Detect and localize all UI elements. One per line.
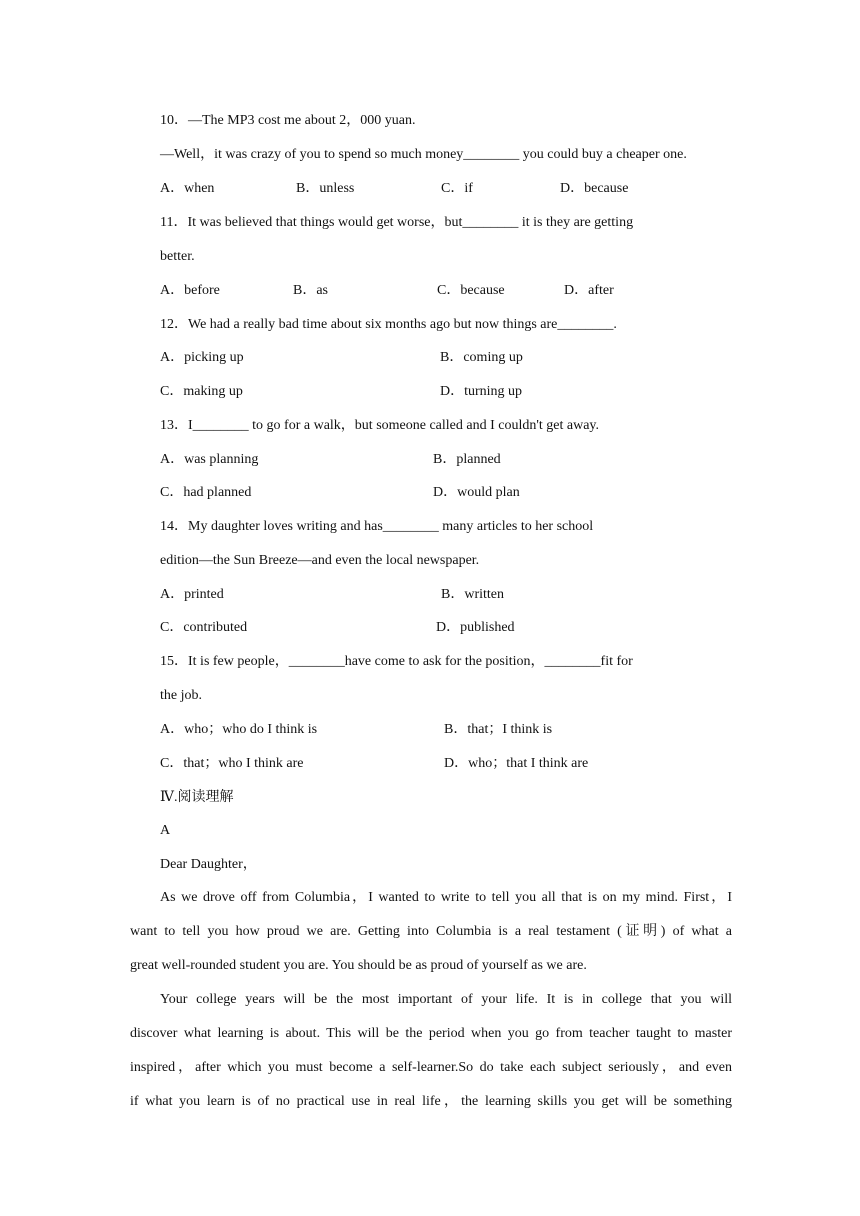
question-14-option-d: D．published <box>436 620 515 635</box>
question-12-stem-line-1: 12．We had a really bad time about six months ago but now things are________. <box>160 317 617 332</box>
question-10-option-d: D．because <box>560 181 629 196</box>
question-14-option-c: C．contributed <box>160 620 248 635</box>
question-10-option-b: B．unless <box>296 181 355 196</box>
question-14-stem-line-1: 14．My daughter loves writing and has________ many articles to her school <box>160 519 594 534</box>
question-13-stem-line-1: 13．I________ to go for a walk，but someone called and I couldn't get away. <box>160 418 600 433</box>
question-11-option-c: C．because <box>437 283 505 298</box>
paragraph-1-line-3: great well-rounded student you are. You should be as proud of yourself as we are. <box>130 958 587 973</box>
question-11-option-a: A．before <box>160 283 220 298</box>
paragraph-2-line-1: Your college years will be the most important of your life. It is in college that you will <box>160 992 732 1007</box>
question-11-stem-line-2: better. <box>160 249 195 264</box>
question-12-option-d: D．turning up <box>440 384 523 399</box>
question-15-option-b: B．that；I think is <box>444 722 553 737</box>
paragraph-2-line-2: discover what learning is about. This will be the period when you go from teacher taught to master <box>130 1026 732 1041</box>
question-12-option-c: C．making up <box>160 384 243 399</box>
question-13-option-b: B．planned <box>433 452 501 467</box>
question-12-option-a: A．picking up <box>160 350 244 365</box>
question-13-option-d: D．would plan <box>433 485 520 500</box>
question-12-option-b: B．coming up <box>440 350 523 365</box>
question-15-stem-line-1: 15．It is few people，________have come to ask for the position，________fit for <box>160 654 633 669</box>
question-10-option-c: C．if <box>441 181 473 196</box>
question-15-stem-line-2: the job. <box>160 688 202 703</box>
question-10-stem-line-2: —Well，it was crazy of you to spend so much money________ you could buy a cheaper one. <box>160 147 687 162</box>
paragraph-1-line-2: want to tell you how proud we are. Getting into Columbia is a real testament (证明) of what a <box>130 924 732 939</box>
question-13-option-a: A．was planning <box>160 452 259 467</box>
letter-salutation: Dear Daughter， <box>160 857 257 872</box>
question-11-option-d: D．after <box>564 283 614 298</box>
question-10-option-a: A．when <box>160 181 215 196</box>
question-11-option-b: B．as <box>293 283 328 298</box>
question-10-stem-line-1: 10．—The MP3 cost me about 2，000 yuan. <box>160 113 416 128</box>
question-11-stem-line-1: 11．It was believed that things would get worse，but________ it is they are getting <box>160 215 634 230</box>
passage-label: A <box>160 823 171 838</box>
question-15-option-a: A．who；who do I think is <box>160 722 318 737</box>
paragraph-1-line-1: As we drove off from Columbia，I wanted to write to tell you all that is on my mind. First，I <box>160 890 732 905</box>
question-14-option-b: B．written <box>441 587 504 602</box>
letter-paragraph-1 <box>130 881 732 983</box>
question-13-option-c: C．had planned <box>160 485 252 500</box>
question-15-option-c: C．that；who I think are <box>160 756 304 771</box>
paragraph-2-line-3: inspired，after which you must become a self-learner.So do take each subject seriously，and even <box>130 1060 732 1075</box>
question-15-option-d: D．who；that I think are <box>444 756 589 771</box>
section-heading: Ⅳ.阅读理解 <box>160 790 234 805</box>
question-14-option-a: A．printed <box>160 587 224 602</box>
paragraph-2-line-4: if what you learn is of no practical use in real life，the learning skills you get will be something <box>130 1094 732 1109</box>
letter-paragraph-2 <box>130 983 732 1119</box>
question-14-stem-line-2: edition—the Sun Breeze—and even the local newspaper. <box>160 553 480 568</box>
